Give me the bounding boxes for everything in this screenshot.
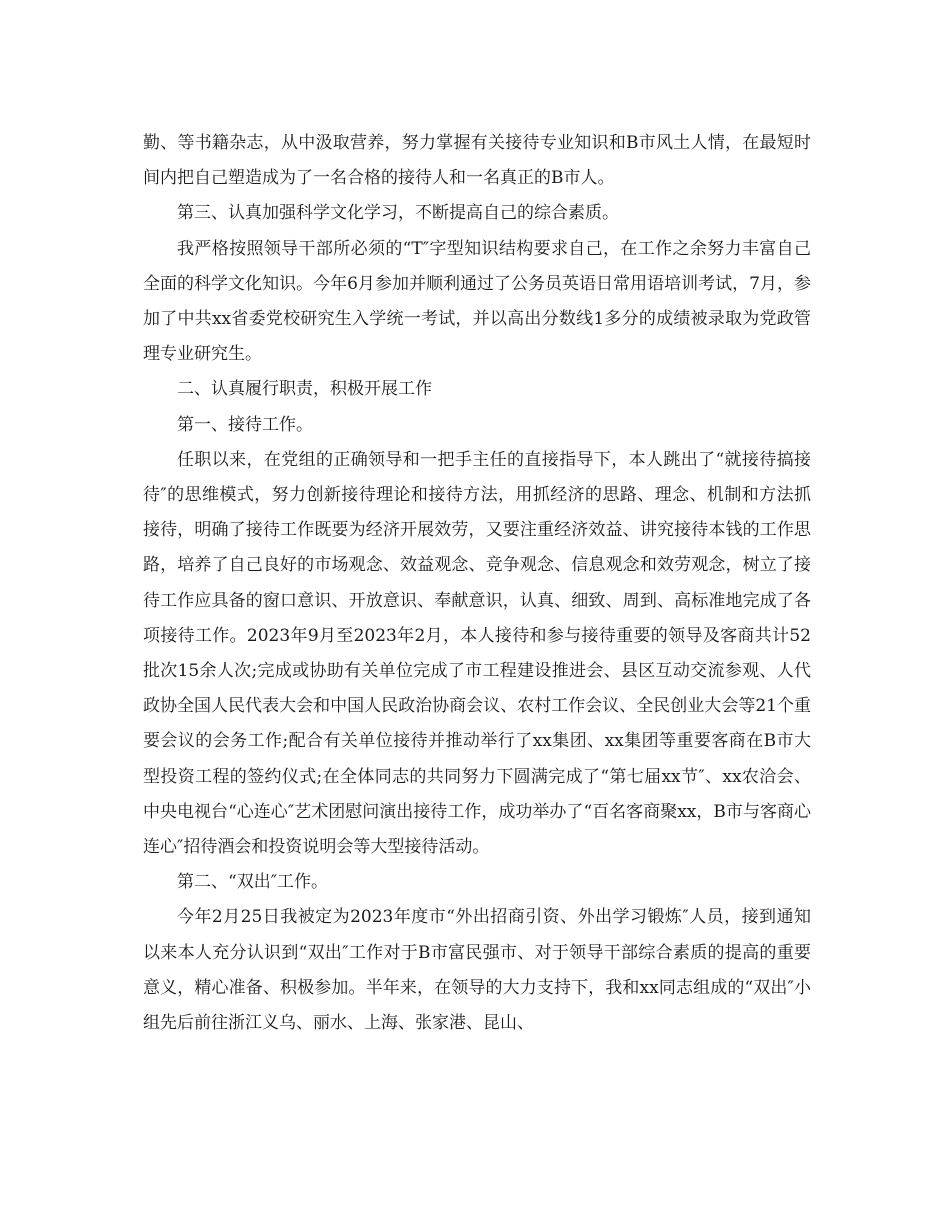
section-heading: 二、认真履行职责，积极开展工作 — [177, 379, 432, 400]
paragraph-3: 我严格按照领导干部所必须的“T″字型知识结构要求自己，在工作之余努力丰富自己全面的科学文化知识。今年6月参加并顺利通过了公务员英语日常用语培训考试，7月，参加了中共xx省委党校研究生入学统一考试，并以高出分数线1多分的成绩被录取为党政管理专业研究生。 — [143, 238, 811, 365]
paragraph-1: 勤、等书籍杂志，从中汲取营养，努力掌握有关接待专业知识和B市风土人情，在最短时间内把自己塑造成为了一名合格的接待人和一名真正的B市人。 — [143, 133, 811, 189]
paragraph-reception: 任职以来，在党组的正确领导和一把手主任的直接指导下，本人跳出了“就接待搞接待″的思维模式，努力创新接待理论和接待方法，用抓经济的思路、理念、机制和方法抓接待，明确了接待工作既要为经济开展效劳，又要注重经济效益、讲究接待本钱的工作思路，培养了自己良好的市场观念、效益观念、竞争观念、信息观念和效劳观念，树立了接待工作应具备的窗口意识、开放意识、奉献意识，认真、细致、周到、高标准地完成了各项接待工作。2023年9月至2023年2月，本人接待和参与接待重要的领导及客商共计52批次15余人次;完成或协助有关单位完成了市工程建设推进会、县区互动交流参观、人代政协全国人民代表大会和中国人民政治协商会议、农村工作会议、全民创业大会等21个重要会议的会务工作;配合有关单位接待并推动举行了xx集团、xx集团等重要客商在B市大型投资工程的签约仪式;在全体同志的共同努力下圆满完成了“第七届xx节″、xx农洽会、中央电视台“心连心″艺术团慰问演出接待工作，成功举办了“百名客商聚xx，B市与客商心连心″招待酒会和投资说明会等大型接待活动。 — [143, 449, 811, 858]
paragraph-2: 第三、认真加强科学文化学习，不断提高自己的综合素质。 — [177, 203, 619, 224]
paragraph-shuangchu: 今年2月25日我被定为2023年度市“外出招商引资、外出学习锻炼″人员，接到通知以来本人充分认识到“双出″工作对于B市富民强市、对于领导干部综合素质的提高的重要意义，精心准备、积极参加。半年来，在领导的大力支持下，我和xx同志组成的“双出″小组先后前往浙江义乌、丽水、上海、张家港、昆山、 — [143, 907, 811, 1034]
document-body — [143, 126, 811, 1041]
subsection-heading-shuangchu: 第二、“双出″工作。 — [177, 872, 329, 893]
subsection-heading-reception: 第一、接待工作。 — [177, 414, 313, 435]
